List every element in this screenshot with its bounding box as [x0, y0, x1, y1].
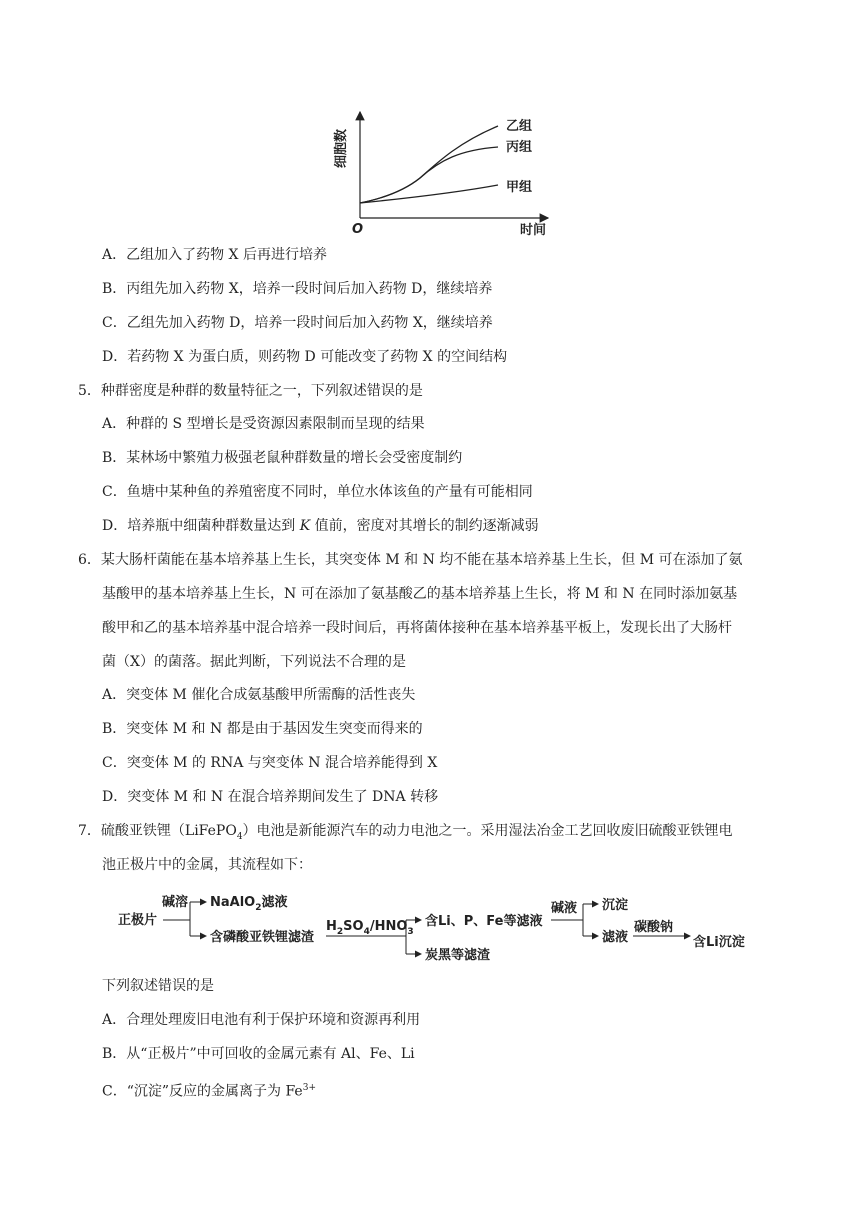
- flow-step-acid: $H_2SO_4/HNO_3$: [326, 919, 414, 937]
- q5-option-c: C．鱼塘中某种鱼的养殖密度不同时，单位水体该鱼的产量有可能相同: [102, 484, 533, 500]
- growth-chart: [0, 0, 860, 240]
- chart-y-label: 细胞数: [334, 128, 349, 168]
- flow-li-p-fe-filtrate: 含Li、P、Fe等滤液: [425, 914, 543, 929]
- q7-option-b: B．从“正极片”中可回收的金属元素有 Al、Fe、Li: [102, 1046, 415, 1062]
- flow-step-alkali-liquid: 碱液: [551, 901, 578, 916]
- q7-lead: 下列叙述错误的是: [102, 978, 214, 994]
- series-line-yi: [360, 126, 498, 203]
- q6-option-b: B．突变体 M 和 N 都是由于基因发生突变而得来的: [102, 721, 423, 737]
- series-label-bing: 丙组: [506, 140, 533, 155]
- q4-option-b: B．丙组先加入药物 X，培养一段时间后加入药物 D，继续培养: [102, 281, 493, 297]
- q6-stem-line2: 基酸甲的基本培养基上生长，N 可在添加了氨基酸乙的基本培养基上生长，将 M 和 N 在同时添加氨基: [102, 586, 738, 602]
- q5-option-b: B．某林场中繁殖力极强老鼠种群数量的增长会受密度制约: [102, 450, 463, 466]
- chart-x-label: 时间: [520, 223, 547, 238]
- q6-stem-line4: 菌（X）的菌落。据此判断，下列说法不合理的是: [102, 654, 406, 670]
- q6-option-a: A．突变体 M 催化合成氨基酸甲所需酶的活性丧失: [102, 687, 416, 703]
- flow-step-sodium-carbonate: 碳酸钠: [634, 920, 674, 935]
- q6-option-d: D．突变体 M 和 N 在混合培养期间发生了 DNA 转移: [102, 789, 439, 805]
- q6-option-c: C．突变体 M 的 RNA 与突变体 N 混合培养能得到 X: [102, 755, 438, 771]
- q7-option-c: C．“沉淀”反应的金属离子为 $Fe^{3+}$: [102, 1083, 316, 1100]
- chart-origin-label: O: [352, 222, 364, 237]
- series-line-jia: [360, 185, 498, 203]
- q6-stem-line3: 酸甲和乙的基本培养基中混合培养一段时间后，再将菌体接种在基本培养基平板上，发现长出了大肠杆: [102, 620, 732, 636]
- series-label-jia: 甲组: [506, 180, 533, 195]
- q4-option-d: D．若药物 X 为蛋白质，则药物 D 可能改变了药物 X 的空间结构: [102, 349, 508, 365]
- flow-lifepo4-residue: 含磷酸亚铁锂滤渣: [210, 930, 315, 945]
- flow-carbon-residue: 炭黑等滤渣: [425, 948, 491, 963]
- flow-naalo2-filtrate: NaAlO$_2$滤液: [210, 895, 288, 913]
- q4-option-a: A．乙组加入了药物 X 后再进行培养: [102, 247, 327, 263]
- q5-option-d: D．培养瓶中细菌种群数量达到 K 值前，密度对其增长的制约逐渐减弱: [102, 518, 539, 534]
- series-label-yi: 乙组: [506, 119, 533, 134]
- flow-start-positive-plate: 正极片: [118, 913, 158, 928]
- q5-option-a: A．种群的 S 型增长是受资源因素限制而呈现的结果: [102, 416, 425, 432]
- flow-precipitate: 沉淀: [602, 898, 629, 913]
- flow-filtrate-2: 滤液: [602, 930, 629, 945]
- series-line-bing: [360, 147, 498, 203]
- q4-option-c: C．乙组先加入药物 D，培养一段时间后加入药物 X，继续培养: [102, 315, 493, 331]
- q7-stem-line2: 池正极片中的金属，其流程如下：: [102, 857, 312, 873]
- flow-step-alkali-dissolve: 碱溶: [162, 895, 189, 910]
- q6-stem-line1: 6．某大肠杆菌能在基本培养基上生长，其突变体 M 和 N 均不能在基本培养基上生长，但 M 可在添加了氨: [78, 552, 743, 568]
- flow-li-precipitate: 含Li沉淀: [693, 935, 745, 950]
- q7-stem-line1: 7．硫酸亚铁锂（LiFePO$_4$）电池是新能源汽车的动力电池之一。采用湿法冶金工艺回收废旧硫酸亚铁锂电: [78, 823, 733, 842]
- process-flow-diagram: [0, 888, 860, 968]
- q7-option-a: A．合理处理废旧电池有利于保护环境和资源再利用: [102, 1012, 421, 1028]
- q5-stem: 5．种群密度是种群的数量特征之一，下列叙述错误的是: [78, 383, 423, 399]
